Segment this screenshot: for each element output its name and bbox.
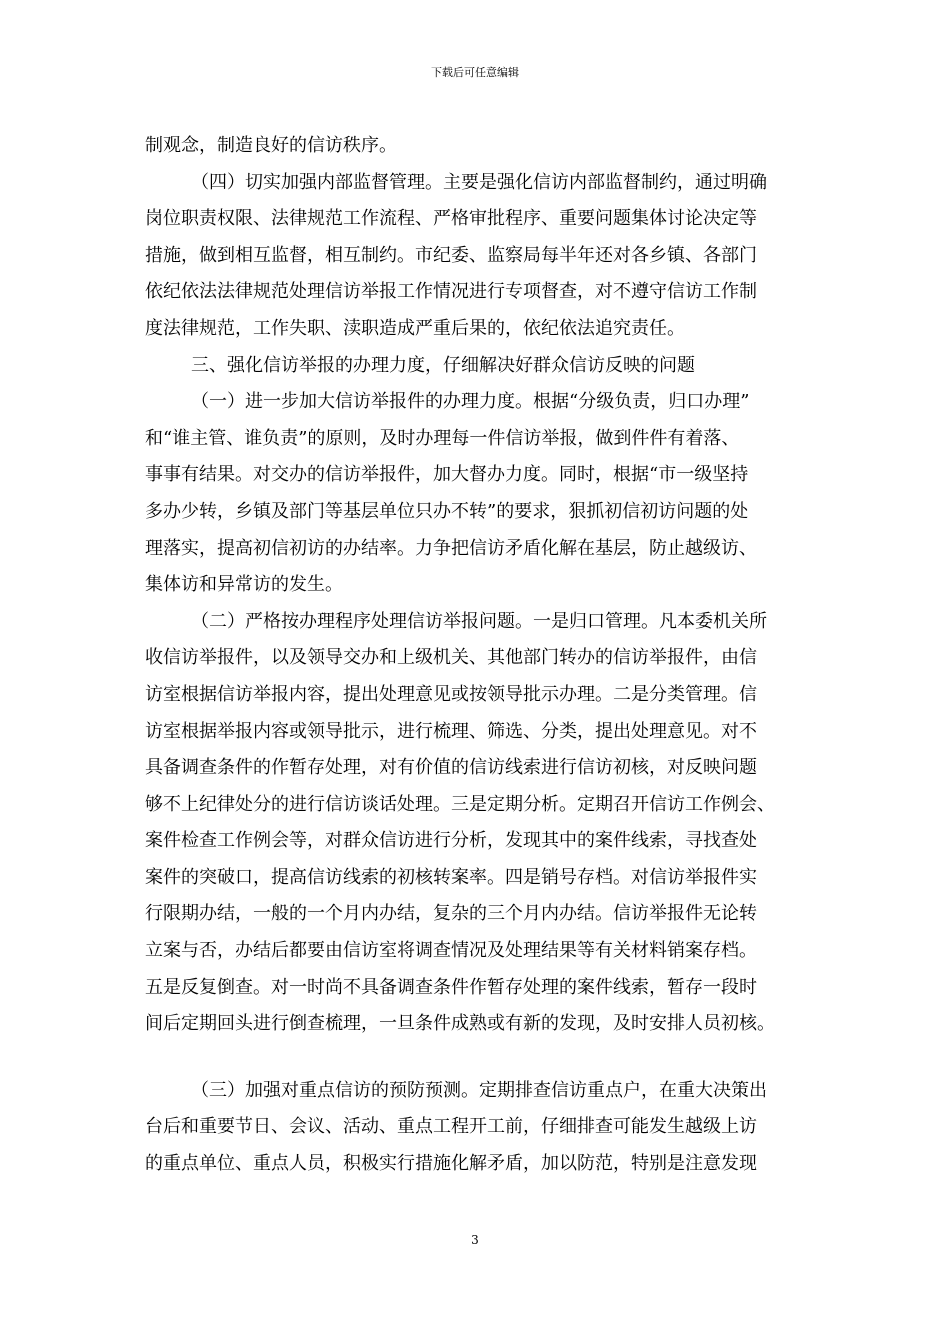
- text-line: （一）进一步加大信访举报件的办理力度。根据“分级负责，归口办理”: [191, 391, 750, 413]
- text-line: 案件检查工作例会等，对群众信访进行分析，发现其中的案件线索，寻找查处: [145, 830, 757, 852]
- text-line: 和“谁主管、谁负责”的原则，及时办理每一件信访举报，做到件件有着落、: [145, 427, 740, 449]
- document-body: [145, 128, 805, 1183]
- text-line: 行限期办结，一般的一个月内办结，复杂的三个月内办结。信访举报件无论转: [145, 903, 757, 925]
- text-line: 的重点单位、重点人员，积极实行措施化解矛盾，加以防范，特别是注意发现: [145, 1153, 757, 1175]
- paragraph-gap: [145, 1043, 805, 1073]
- text-line: 案件的突破口，提高信访线索的初核转案率。四是销号存档。对信访举报件实: [145, 866, 757, 888]
- text-line: 台后和重要节日、会议、活动、重点工程开工前，仔细排查可能发生越级上访: [145, 1116, 757, 1138]
- text-line: 立案与否，办结后都要由信访室将调查情况及处理结果等有关材料销案存档。: [145, 940, 757, 962]
- text-line: 五是反复倒查。对一时尚不具备调查条件作暂存处理的案件线索，暂存一段时: [145, 976, 757, 998]
- text-line: 收信访举报件，以及领导交办和上级机关、其他部门转办的信访举报件，由信: [145, 647, 757, 669]
- text-line: 访室根据举报内容或领导批示，进行梳理、筛选、分类，提出处理意见。对不: [145, 720, 757, 742]
- text-line: 依纪依法法律规范处理信访举报工作情况进行专项督查，对不遵守信访工作制: [145, 281, 757, 303]
- text-line: （四）切实加强内部监督管理。主要是强化信访内部监督制约，通过明确: [191, 171, 767, 193]
- page-header: 下载后可任意编辑: [431, 66, 519, 79]
- text-line: 具备调查条件的作暂存处理，对有价值的信访线索进行信访初核，对反映问题: [145, 757, 757, 779]
- text-line: 够不上纪律处分的进行信访谈话处理。三是定期分析。定期召开信访工作例会、: [145, 793, 775, 815]
- text-line: 度法律规范，工作失职、渎职造成严重后果的，依纪依法追究责任。: [145, 317, 685, 339]
- text-line: 措施，做到相互监督，相互制约。市纪委、监察局每半年还对各乡镇、各部门: [145, 244, 757, 266]
- text-line: 制观念，制造良好的信访秩序。: [145, 135, 397, 156]
- text-line: （三）加强对重点信访的预防预测。定期排查信访重点户，在重大决策出: [191, 1079, 767, 1101]
- text-line: 多办少转，乡镇及部门等基层单位只办不转”的要求，狠抓初信初访问题的处: [145, 500, 749, 522]
- text-line: 间后定期回头进行倒查梳理，一旦条件成熟或有新的发现，及时安排人员初核。: [145, 1013, 775, 1035]
- text-line: 理落实，提高初信初访的办结率。力争把信访矛盾化解在基层，防止越级访、: [145, 537, 757, 559]
- text-line: 岗位职责权限、法律规范工作流程、严格审批程序、重要问题集体讨论决定等: [145, 208, 757, 230]
- text-line: 事事有结果。对交办的信访举报件，加大督办力度。同时，根据“市一级坚持: [145, 464, 749, 486]
- text-line: （二）严格按办理程序处理信访举报问题。一是归口管理。凡本委机关所: [191, 610, 767, 632]
- text-line: 集体访和异常访的发生。: [145, 574, 343, 596]
- page-number: 3: [471, 1233, 479, 1247]
- section-heading: 三、强化信访举报的办理力度，仔细解决好群众信访反映的问题: [191, 354, 695, 376]
- text-line: 访室根据信访举报内容，提出处理意见或按领导批示办理。二是分类管理。信: [145, 683, 757, 705]
